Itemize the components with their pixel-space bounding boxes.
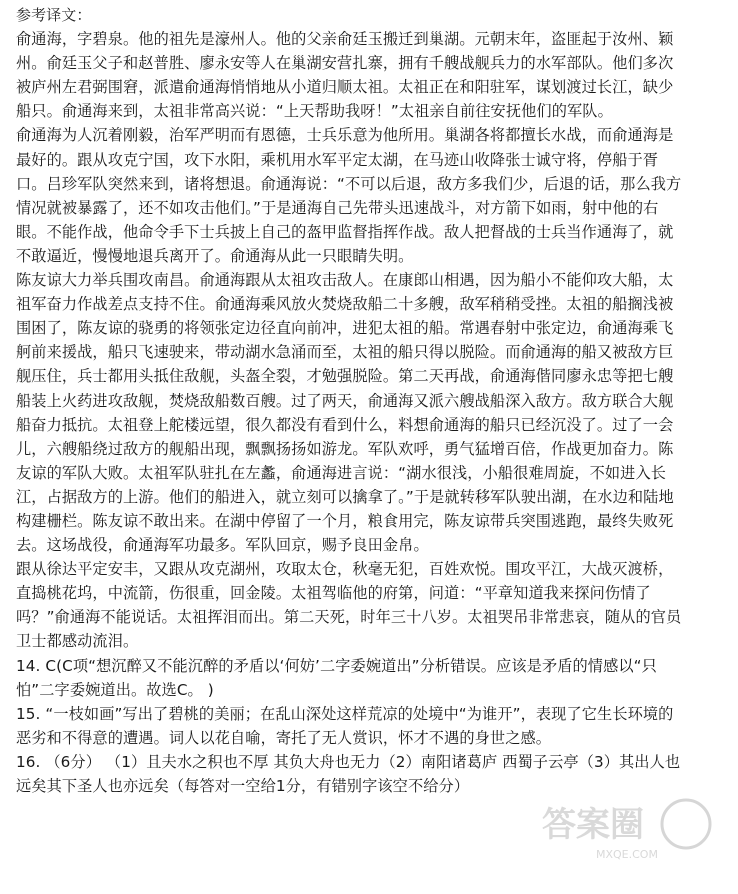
text-line: 船只。俞通海来到，太祖非常高兴说：“上天帮助我呀！”太祖亲自前往安抚他们的军队。 [16,102,613,121]
text-line: 儿，六艘船绕过敌方的舰船出现，飘飘扬扬如游龙。军队欢呼，勇气猛增百倍，作战更加奋力。陈 [16,439,674,458]
text-line: 恶劣和不得意的遭遇。词人以花自喻，寄托了无人赏识，怀才不遇的身世之感。 [16,728,552,747]
text-line: 友谅的军队大败。太祖军队驻扎在左蠡，俞通海进言说：“湖水很浅，小船很难周旋，不如进入长 [16,463,667,482]
text-line: 船奋力抵抗。太祖登上舵楼远望，很久都没有看到什么，料想俞通海的船只已经沉没了。过了一会 [16,415,674,434]
text-line: 口。吕珍军队突然来到，诸将想退。俞通海说：“不可以后退，敌方多我们少，后退的话，那么我方 [16,174,682,193]
text-line: 怕”二字委婉道出。故选C。 ) [16,680,214,699]
text-line: 直捣桃花坞，中流箭，伤很重，回金陵。太祖驾临他的府第，问道：“平章知道我来探问伤情了 [16,584,651,603]
text-line: 围困了，陈友谅的骁勇的将领张定边径直向前冲，进犯太祖的船。常遇春射中张定边，俞通海乘飞 [16,319,674,338]
text-line: 陈友谅大力举兵围攻南昌。俞通海跟从太祖攻击敌人。在康郎山相遇，因为船小不能仰攻大船，太 [16,271,674,290]
watermark-url: MXQE.COM [596,848,658,861]
text-line: 俞通海为人沉着刚毅，治军严明而有恩德，士兵乐意为他所用。巢湖各将都擅长水战，而俞通海是 [16,126,674,145]
text-line: 船装上火药进攻敌舰，焚烧敌船数百艘。过了两天，俞通海又派六艘战船深入敌方。敌方联合大舰 [16,391,674,410]
watermark-text: 答案圈 [542,805,644,845]
text-line: 构建栅栏。陈友谅不敢出来。在湖中停留了一个月，粮食用完，陈友谅带兵突围逃跑，最终失败死 [16,511,674,530]
text-line: 俞通海，字碧泉。他的祖先是濠州人。他的父亲俞廷玉搬迁到巢湖。元朝末年，盗匪起于汝州、颖 [16,30,674,49]
text-line: 远矣其下圣人也亦远矣（每答对一空给1分，有错别字该空不给分） [16,777,470,795]
text-line: 卫士都感动流泪。 [16,632,139,651]
text-line: 16. （6分） （1）且夫水之积也不厚 其负大舟也无力（2）南阳诸葛庐 西蜀子云亭（3）其出人也 [16,752,681,771]
text-line: 去。这场战役，俞通海军功最多。军队回京，赐予良田金帛。 [16,536,429,555]
text-line: 跟从徐达平定安丰，又跟从攻克湖州，攻取太仓，秋毫无犯，百姓欢悦。围攻平江，大战灭渡桥， [16,560,674,579]
text-line: 吗？”俞通海不能说话。太祖挥泪而出。第二天死，时年三十八岁。太祖哭吊非常悲哀，随从的官员 [16,608,682,627]
watermark-logo [534,794,724,864]
document-heading: 参考译文： [16,6,92,24]
text-line: 不敢逼近，慢慢地退兵离开了。俞通海从此一只眼睛失明。 [16,246,414,265]
text-line: 江，占据敌方的上游。他们的船进入，就立刻可以擒拿了。”于是就转移军队驶出湖，在水边和陆地 [16,487,674,506]
text-line: 最好的。跟从攻克宁国，攻下水阳，乘机用水军平定太湖，在马迹山收降张士诚守将，停船于胥 [16,150,659,169]
text-line: 州。俞廷玉父子和赵普胜、廖永安等人在巢湖安营扎寨，拥有千艘战舰兵力的水军部队。他们多次 [16,54,674,73]
text-line: 情况就被暴露了，还不如攻击他们。”于是通海自己先带头迅速战斗，对方箭下如雨，射中他的右 [16,198,659,217]
text-line: 被庐州左君弼围窘，派遣俞通海悄悄地从小道归顺太祖。太祖正在和阳驻军，谋划渡过长江，缺少 [16,78,674,97]
text-line: 15. “一枝如画”写出了碧桃的美丽；在乱山深处这样荒凉的处境中“为谁开”，表现了它生长环境的 [16,704,674,723]
text-line: 舸前来援战，船只飞速驶来，带动湖水急涌而至，太祖的船只得以脱险。而俞通海的船又被敌方巨 [16,343,674,362]
text-line: 祖军奋力作战差点支持不住。俞通海乘风放火焚烧敌船二十多艘，敌军稍稍受挫。太祖的船搁浅被 [16,295,674,314]
text-line: 眼。不能作战，他命令手下士兵披上自己的盔甲监督指挥作战。敌人把督战的士兵当作通海了，就 [16,222,674,241]
document-body [16,27,728,798]
text-line: 14. C(C项“想沉醉又不能沉醉的矛盾以‘何妨’二字委婉道出”分析错误。应该是矛盾的情感以“只 [16,656,657,675]
text-line: 舰压住，兵士都用头抵住敌舰，头盔全裂，才勉强脱险。第二天再战，俞通海偕同廖永忠等把七艘 [16,367,674,386]
